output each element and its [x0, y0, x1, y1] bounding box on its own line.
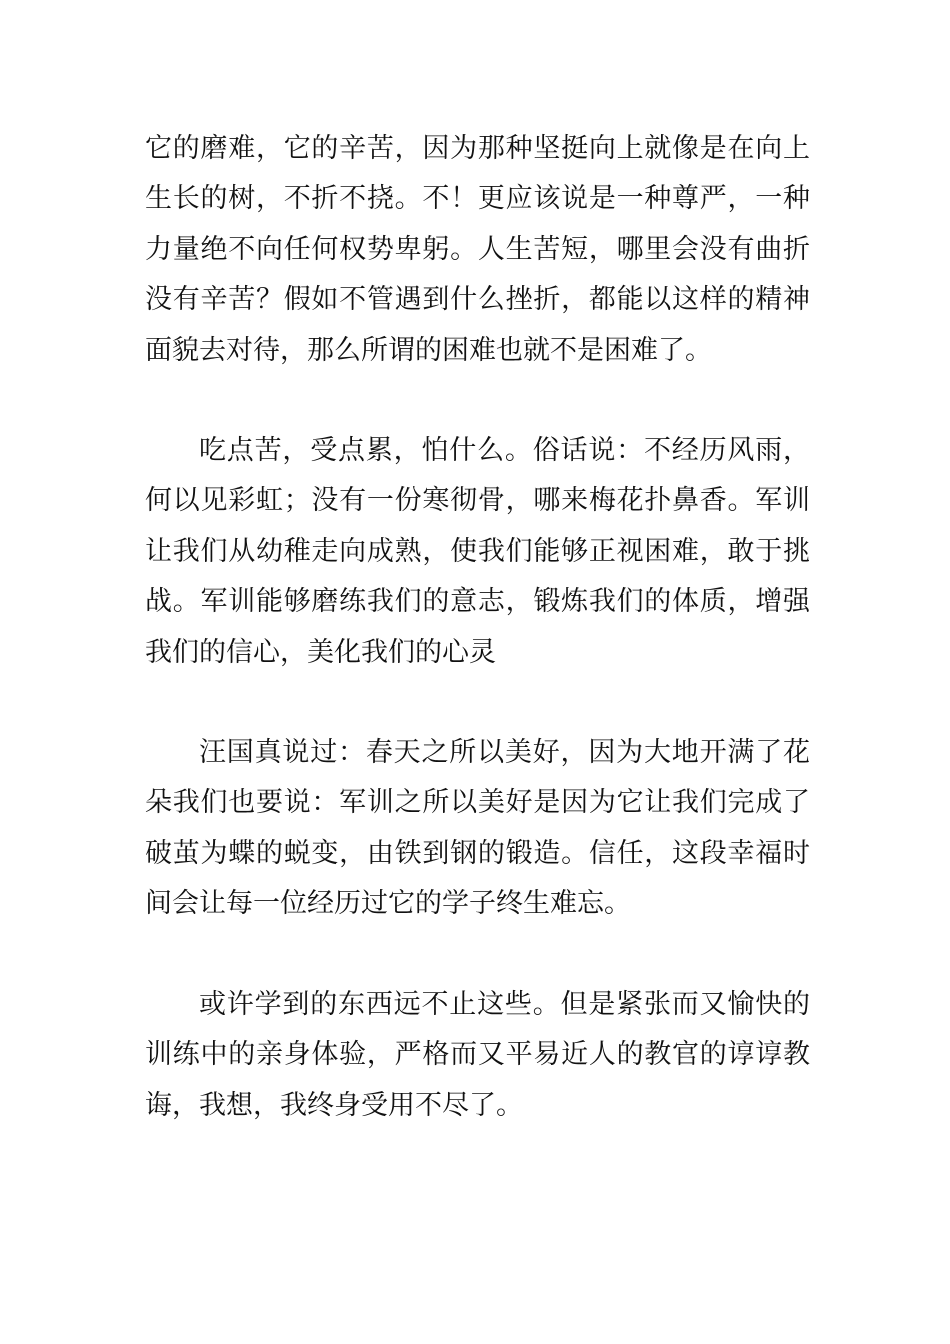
paragraph-1: 它的磨难，它的辛苦，因为那种坚挺向上就像是在向上生长的树，不折不挠。不！更应该说是一种尊严，一种力量绝不向任何权势卑躬。人生苦短，哪里会没有曲折没有辛苦？假如不管遇到什么挫折，都能以这样的精神面貌去对待，那么所谓的困难也就不是困难了。	[145, 133, 810, 366]
paragraph-4: 或许学到的东西远不止这些。但是紧张而又愉快的训练中的亲身体验，严格而又平易近人的教官的谆谆教诲，我想，我终身受用不尽了。	[145, 988, 810, 1121]
paragraph-3: 汪国真说过：春天之所以美好，因为大地开满了花朵我们也要说：军训之所以美好是因为它让我们完成了破茧为蝶的蜕变，由铁到钢的锻造。信任，这段幸福时间会让每一位经历过它的学子终生难忘。	[145, 737, 810, 920]
paragraph-2: 吃点苦，受点累，怕什么。俗话说：不经历风雨，何以见彩虹；没有一份寒彻骨，哪来梅花扑鼻香。军训让我们从幼稚走向成熟，使我们能够正视困难，敢于挑战。军训能够磨练我们的意志，锻炼我们的体质，增强我们的信心，美化我们的心灵	[145, 435, 810, 668]
document-body	[145, 124, 810, 1131]
